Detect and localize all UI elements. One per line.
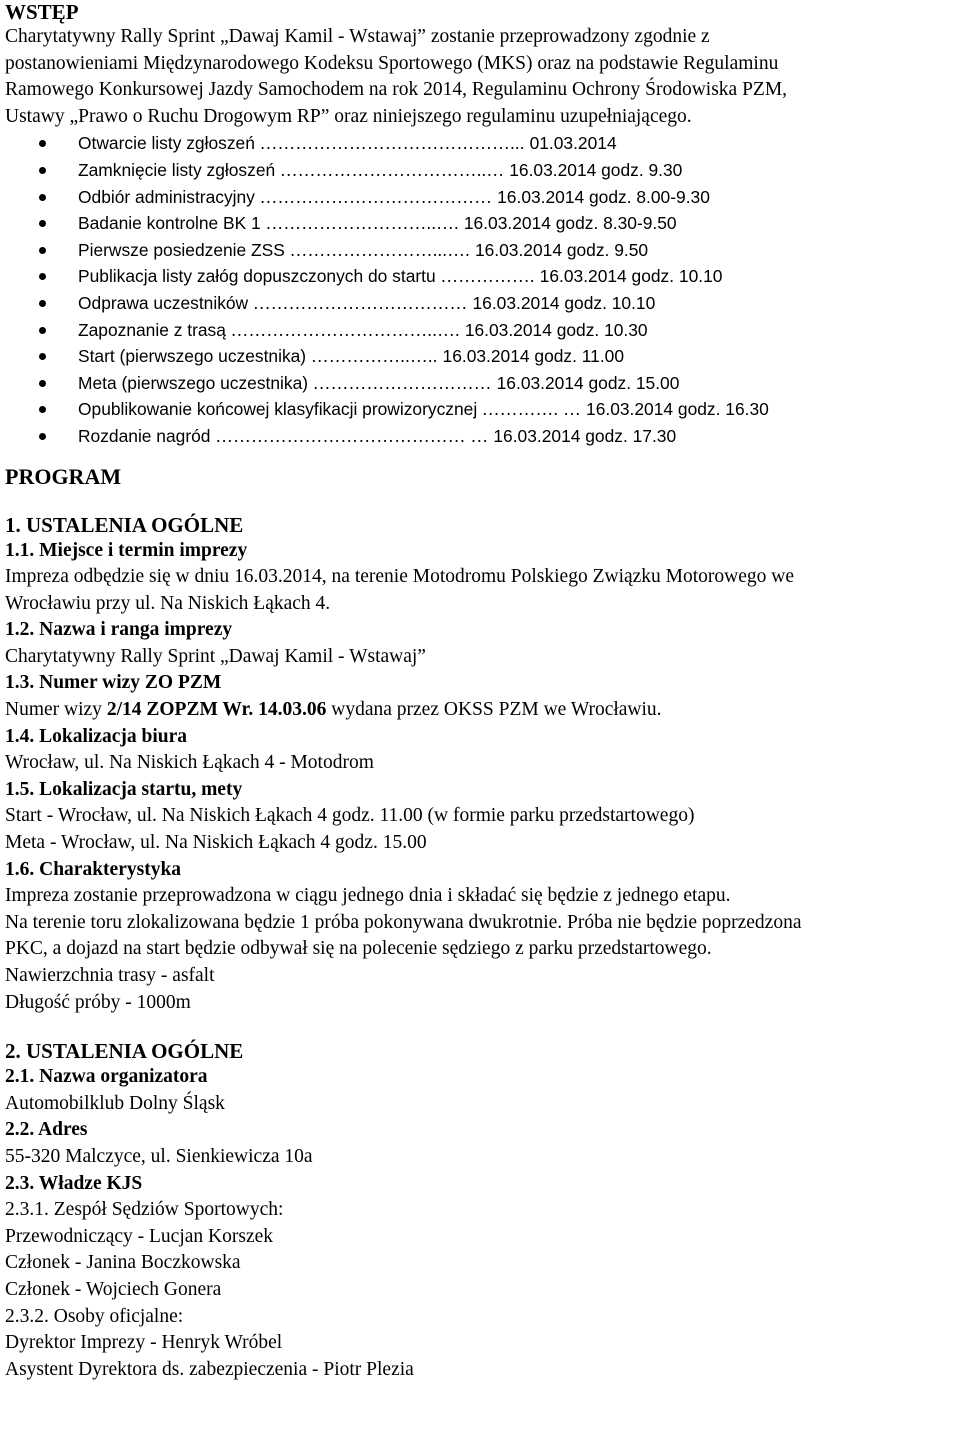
bullet-icon bbox=[39, 353, 46, 360]
body-line: Przewodniczący - Lucjan Korszek bbox=[5, 1225, 274, 1247]
schedule-value: 16.03.2014 godz. 10.30 bbox=[464, 319, 648, 340]
body-line: Impreza zostanie przeprowadzona w ciągu jednego dnia i składać się będzie z jednego etapu. bbox=[5, 885, 731, 907]
schedule-value: 01.03.2014 bbox=[529, 133, 617, 154]
subsection-heading: 2.1. Nazwa organizatora bbox=[5, 1066, 208, 1088]
visa-prefix: Numer wizy bbox=[5, 699, 107, 721]
schedule-value: 16.03.2014 godz. 11.00 bbox=[442, 346, 625, 367]
subsection-heading: 1.1. Miejsce i termin imprezy bbox=[5, 539, 248, 561]
spacer bbox=[5, 1016, 960, 1038]
subsection-heading: 1.5. Lokalizacja startu, mety bbox=[5, 778, 243, 800]
visa-suffix: wydana przez OKSS PZM we Wrocławiu. bbox=[326, 699, 662, 721]
subsection-heading: 1.6. Charakterystyka bbox=[5, 858, 182, 880]
body-line: Automobilklub Dolny Śląsk bbox=[5, 1092, 225, 1114]
schedule-label: Meta (pierwszego uczestnika) bbox=[78, 372, 309, 393]
schedule-dots: …………………………………… … bbox=[215, 425, 489, 446]
schedule-label: Odbiór administracyjny bbox=[78, 186, 255, 207]
bullet-icon bbox=[39, 300, 46, 307]
schedule-value: 16.03.2014 godz. 9.50 bbox=[474, 239, 649, 260]
schedule-list bbox=[5, 130, 960, 449]
section-2-heading: 2. USTALENIA OGÓLNE bbox=[5, 1039, 244, 1064]
subsection-heading: 2.3. Władze KJS bbox=[5, 1172, 143, 1194]
intro-line: Ramowego Konkursowej Jazdy Samochodem na rok 2014, Regulaminu Ochrony Środowiska PZM, bbox=[5, 79, 788, 101]
schedule-value: 16.03.2014 godz. 10.10 bbox=[539, 266, 723, 287]
schedule-dots: …………. … bbox=[482, 399, 582, 420]
body-line: Na terenie toru zlokalizowana będzie 1 próba pokonywana dwukrotnie. Próba nie będzie poprzedzona bbox=[5, 911, 802, 933]
schedule-dots: ………………………..…. bbox=[265, 213, 460, 234]
body-line: PKC, a dojazd na start będzie odbywał się na polecenie sędziego z parku przedstartowego. bbox=[5, 938, 712, 960]
schedule-item bbox=[5, 317, 960, 344]
intro-line: Charytatywny Rally Sprint „Dawaj Kamil - Wstawaj” zostanie przeprowadzony zgodnie z bbox=[5, 26, 710, 47]
body-line: Wrocław, ul. Na Niskich Łąkach 4 - Motodrom bbox=[5, 752, 374, 774]
schedule-dots: ……………..….. bbox=[310, 346, 438, 367]
bullet-icon bbox=[39, 140, 46, 147]
schedule-item bbox=[5, 423, 960, 450]
subsubsection-heading: 2.3.2. Osoby oficjalne: bbox=[5, 1305, 184, 1327]
subsection-heading: 2.2. Adres bbox=[5, 1119, 88, 1141]
bullet-icon bbox=[39, 327, 46, 334]
body-line: Dyrektor Imprezy - Henryk Wróbel bbox=[5, 1332, 283, 1354]
schedule-dots: ……………………...…. bbox=[289, 239, 471, 260]
bullet-icon bbox=[39, 380, 46, 387]
subsection-heading: 1.3. Numer wizy ZO PZM bbox=[5, 672, 222, 694]
schedule-item bbox=[5, 210, 960, 237]
bullet-icon bbox=[39, 433, 46, 440]
body-line: Członek - Wojciech Gonera bbox=[5, 1278, 222, 1300]
schedule-value: 16.03.2014 godz. 16.30 bbox=[586, 399, 769, 420]
schedule-value: 16.03.2014 godz. 10.10 bbox=[472, 292, 656, 313]
subsection-heading: 1.2. Nazwa i ranga imprezy bbox=[5, 619, 233, 641]
body-line: Impreza odbędzie się w dniu 16.03.2014, na terenie Motodromu Polskiego Związku Motorowego we bbox=[5, 566, 795, 588]
visa-number: 2/14 ZOPZM Wr. 14.03.06 bbox=[106, 699, 327, 721]
intro-heading: WSTĘP bbox=[5, 0, 79, 24]
spacer bbox=[5, 490, 960, 512]
schedule-label: Rozdanie nagród bbox=[78, 425, 211, 446]
schedule-dots: ……………………………………... bbox=[259, 133, 525, 154]
schedule-dots: ………………………………… bbox=[259, 186, 493, 207]
bullet-icon bbox=[39, 273, 46, 280]
schedule-dots: ……………………………… bbox=[252, 292, 468, 313]
body-line: Asystent Dyrektora ds. zabezpieczenia - Piotr Plezia bbox=[5, 1358, 414, 1380]
schedule-label: Opublikowanie końcowej klasyfikacji prowizorycznej bbox=[78, 399, 478, 420]
body-line: Nawierzchnia trasy - asfalt bbox=[5, 965, 215, 986]
schedule-label: Otwarcie listy zgłoszeń bbox=[78, 133, 255, 154]
schedule-item bbox=[5, 396, 960, 423]
schedule-label: Zamknięcie listy zgłoszeń bbox=[78, 159, 276, 180]
schedule-label: Publikacja listy załóg dopuszczonych do startu bbox=[78, 266, 436, 287]
schedule-value: 16.03.2014 godz. 8.00-9.30 bbox=[497, 186, 710, 207]
bullet-icon bbox=[39, 220, 46, 227]
schedule-label: Pierwsze posiedzenie ZSS bbox=[78, 239, 285, 260]
schedule-label: Zapoznanie z trasą bbox=[78, 319, 226, 340]
schedule-item bbox=[5, 370, 960, 397]
body-line: Wrocławiu przy ul. Na Niskich Łąkach 4. bbox=[5, 592, 331, 614]
schedule-item bbox=[5, 130, 960, 157]
schedule-dots: ……………. bbox=[440, 266, 535, 287]
body-line: Długość próby - 1000m bbox=[5, 991, 191, 1013]
bullet-icon bbox=[39, 247, 46, 254]
schedule-label: Badanie kontrolne BK 1 bbox=[78, 213, 261, 234]
body-line: Start - Wrocław, ul. Na Niskich Łąkach 4 godz. 11.00 (w formie parku przedstartowego) bbox=[5, 805, 695, 827]
body-line: Charytatywny Rally Sprint „Dawaj Kamil - Wstawaj” bbox=[5, 645, 426, 667]
body-line: Członek - Janina Boczkowska bbox=[5, 1252, 241, 1274]
body-line: 55-320 Malczyce, ul. Sienkiewicza 10a bbox=[5, 1145, 313, 1167]
body-line: Meta - Wrocław, ul. Na Niskich Łąkach 4 godz. 15.00 bbox=[5, 832, 427, 854]
intro-line: postanowieniami Międzynarodowego Kodeksu Sportowego (MKS) oraz na podstawie Regulaminu bbox=[5, 52, 779, 74]
schedule-item bbox=[5, 184, 960, 211]
program-heading: PROGRAM bbox=[5, 463, 122, 489]
schedule-dots: ……………………………..… bbox=[280, 159, 505, 180]
bullet-icon bbox=[39, 194, 46, 201]
schedule-value: 16.03.2014 godz. 17.30 bbox=[493, 425, 677, 446]
schedule-item bbox=[5, 290, 960, 317]
bullet-icon bbox=[39, 167, 46, 174]
schedule-value: 16.03.2014 godz. 15.00 bbox=[496, 372, 680, 393]
visa-number-line bbox=[5, 697, 960, 724]
schedule-dots: ……………………………..…. bbox=[230, 319, 460, 340]
bullet-icon bbox=[39, 406, 46, 413]
schedule-item bbox=[5, 343, 960, 370]
schedule-item bbox=[5, 157, 960, 184]
schedule-dots: ………………………… bbox=[312, 372, 492, 393]
subsection-heading: 1.4. Lokalizacja biura bbox=[5, 725, 188, 747]
schedule-item bbox=[5, 263, 960, 290]
schedule-label: Start (pierwszego uczestnika) bbox=[78, 346, 307, 367]
subsubsection-heading: 2.3.1. Zespół Sędziów Sportowych: bbox=[5, 1199, 284, 1221]
schedule-value: 16.03.2014 godz. 8.30-9.50 bbox=[463, 213, 677, 234]
schedule-value: 16.03.2014 godz. 9.30 bbox=[509, 159, 683, 180]
section-1-heading: 1. USTALENIA OGÓLNE bbox=[5, 512, 244, 537]
schedule-label: Odprawa uczestników bbox=[78, 292, 249, 313]
intro-line: Ustawy „Prawo o Ruchu Drogowym RP” oraz niniejszego regulaminu uzupełniającego. bbox=[5, 105, 692, 127]
schedule-item bbox=[5, 237, 960, 264]
